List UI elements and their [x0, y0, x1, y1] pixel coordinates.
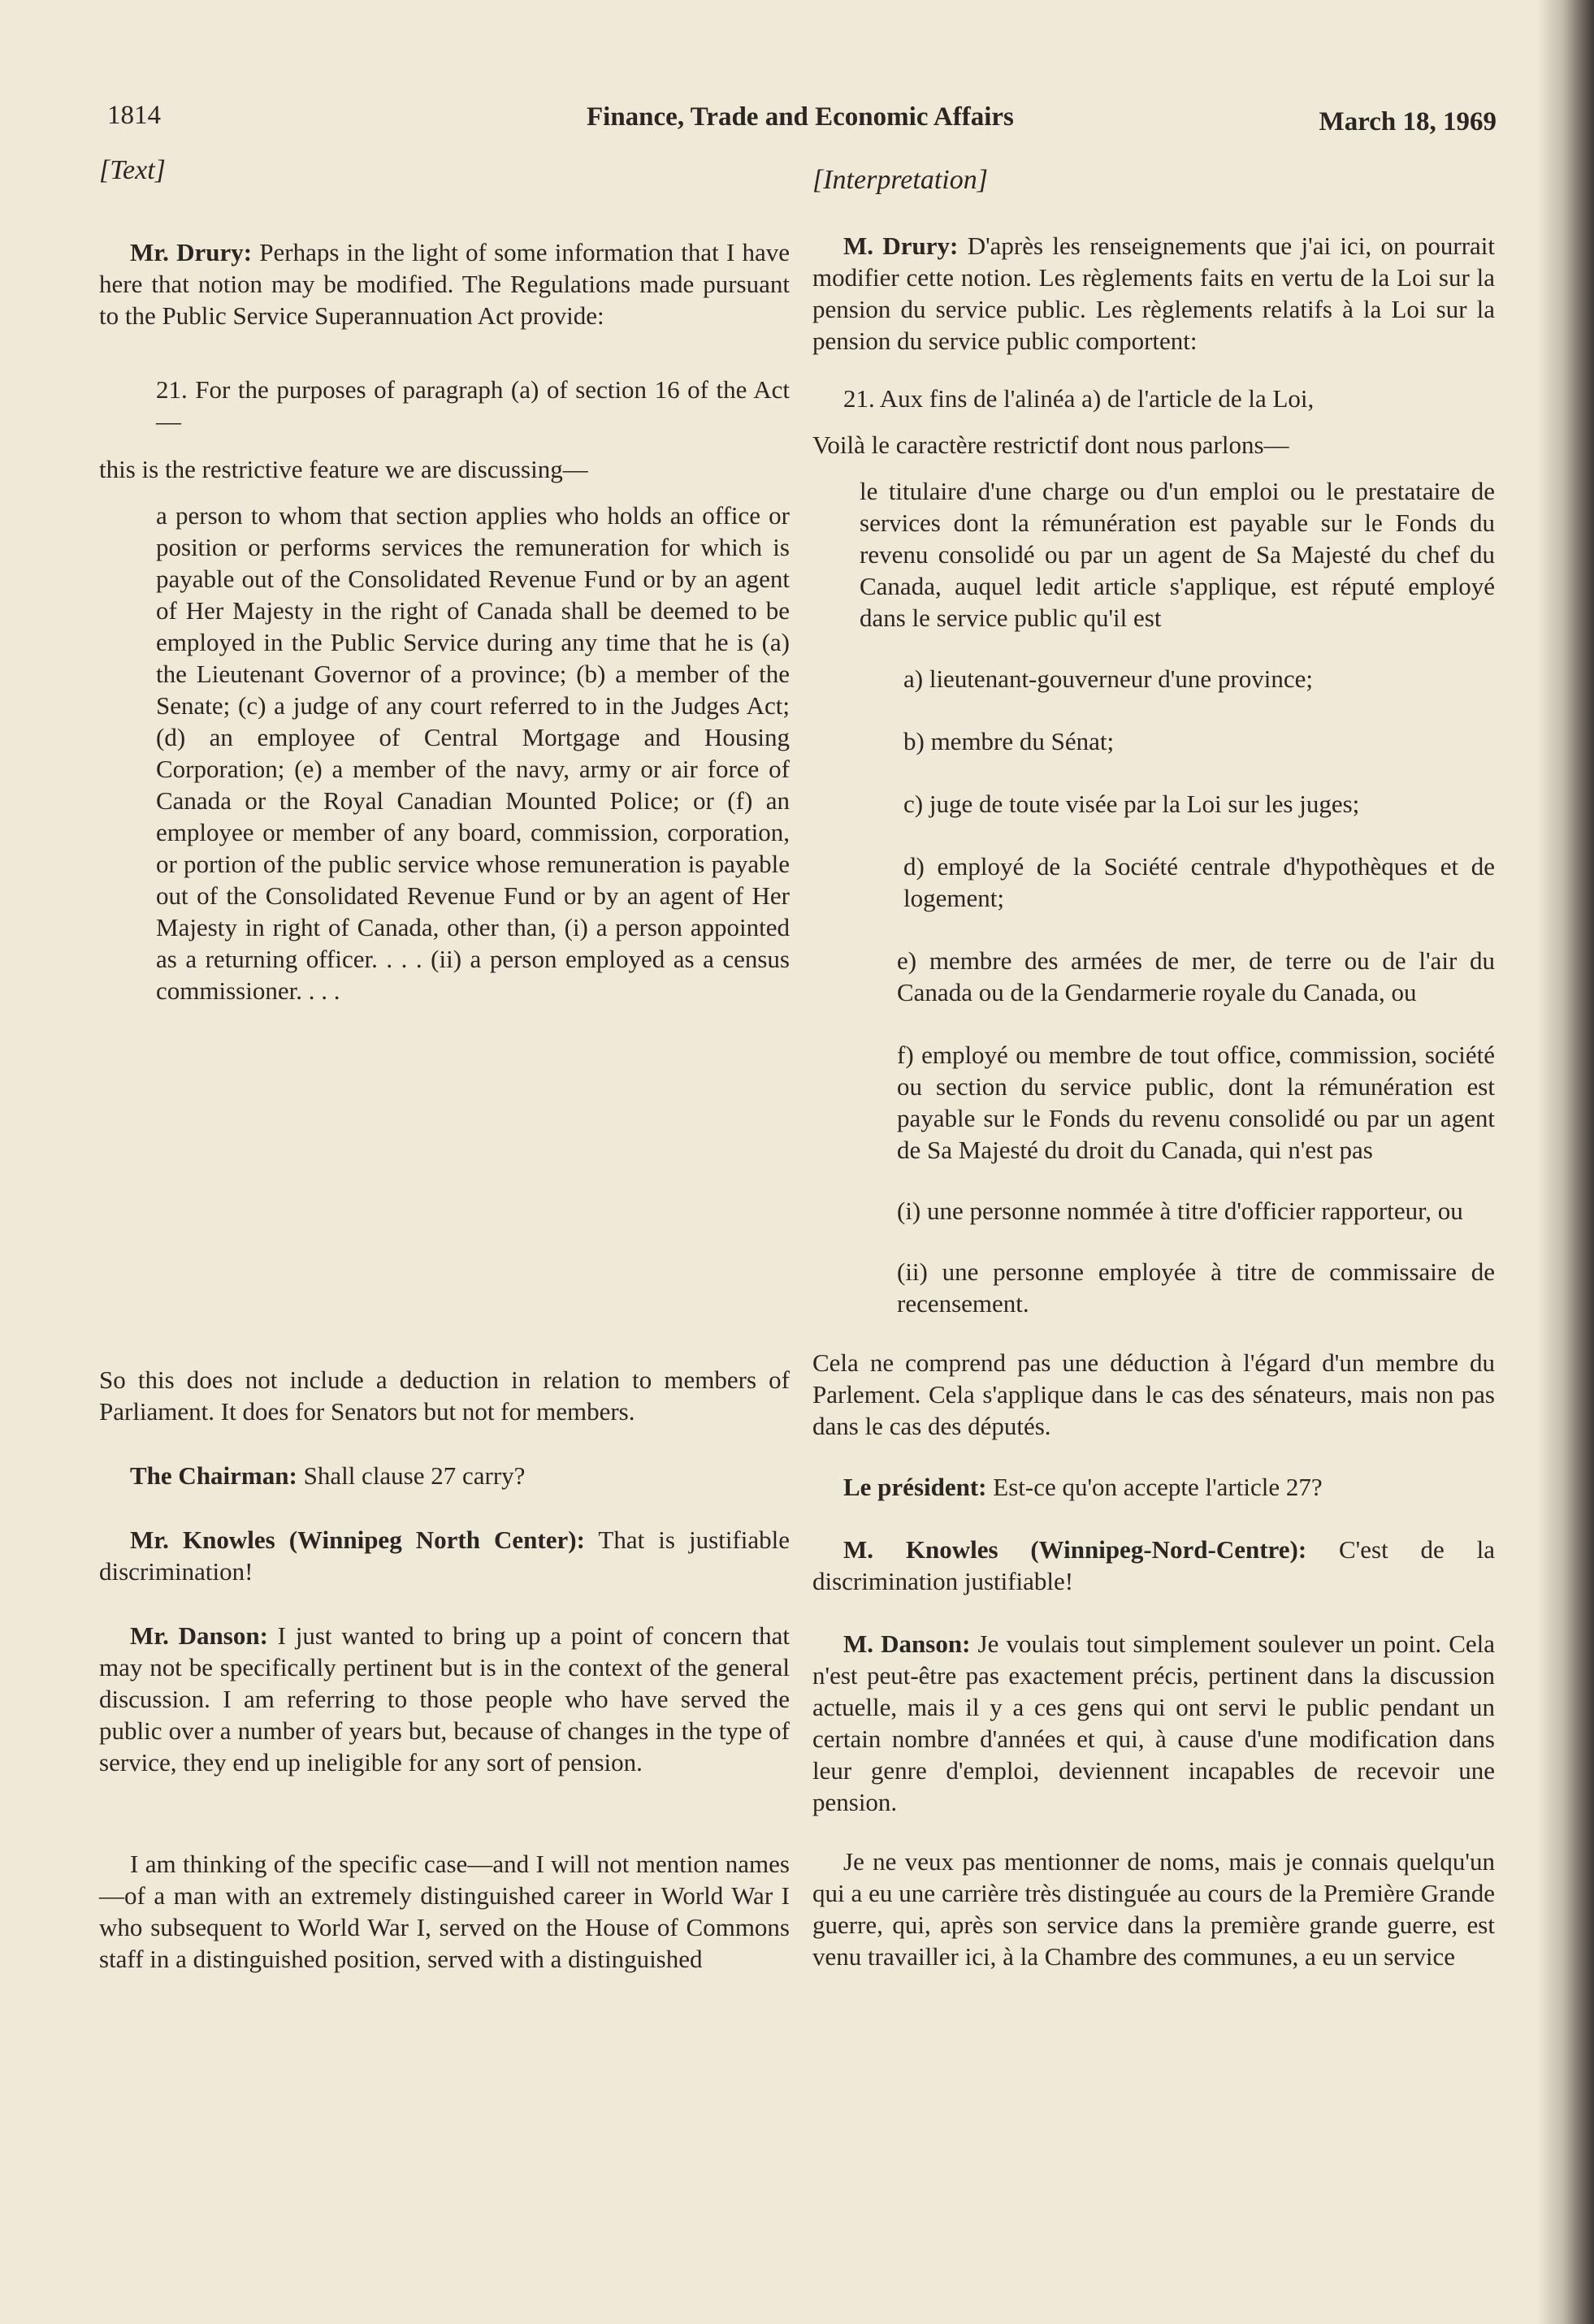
header-date: March 18, 1969 [1319, 107, 1497, 136]
regulation-quote: a person to whom that section applies who holds an office or position or performs services the remuneration for which is payable out of the Consolidated Revenue Fund or by an agent of Her Majesty in the right of Canada shall be deemed to be employed in the Public Service during any time that he is (a) the Lieutenant Governor of a province; (b) a member of the Senate; (c) a judge of any court referred to in the Judges Act; (d) an employee of Central Mortgage and Housing Corporation; (e) a member of the navy, army or air force of Canada or the Royal Canadian Mounted Police; or (f) an employee or member of any board, commission, corporation, or portion of the public service whose remuneration is payable out of the Consolidated Revenue Fund or by an agent of Her Majesty in right of Canada, other than, (i) a person appointed as a returning officer. . . . (ii) a person employed as a census commissioner. . . . [156, 501, 790, 1005]
chairman-paragraph [99, 1460, 790, 1491]
president-paragraph [812, 1471, 1495, 1503]
speaker-name: Mr. Knowles (Winnipeg North Center): [130, 1526, 585, 1554]
knowles-paragraph [99, 1524, 790, 1587]
paragraph-text: D'après les renseignements que j'ai ici, on pourrait modifier cette notion. Les règlements faits en vertu de la Loi sur la pension du service public. Les règlements relatifs à la Loi sur la pension du service public comportent: [812, 232, 1496, 355]
regulation-heading-fr: 21. Aux fins de l'alinéa a) de l'article de la Loi, [843, 384, 1315, 413]
danson-paragraph-fr [812, 1628, 1495, 1818]
item-e: e) membre des armées de mer, de terre ou de l'air du Canada ou de la Gendarmerie royale du Canada, ou [897, 946, 1495, 1006]
item-ii: (ii) une personne employée à titre de commissaire de recensement. [897, 1257, 1495, 1318]
restrictive-note-fr: Voilà le caractère restrictif dont nous parlons— [812, 431, 1289, 459]
running-title: Finance, Trade and Economic Affairs [587, 102, 1014, 132]
specific-case-paragraph-fr: Je ne veux pas mentionner de noms, mais je connais quelqu'un qui a eu une carrière très distinguée au cours de la Première Grande guerre, qui, après son service dans la première grande guerre, est venu travailler ici, à la Chambre des communes, a eu un service [812, 1847, 1495, 1971]
knowles-paragraph-fr [812, 1534, 1495, 1597]
danson-paragraph [99, 1620, 790, 1778]
deduction-paragraph-fr: Cela ne comprend pas une déduction à l'égard d'un membre du Parlement. Cela s'applique dans le cas des sénateurs, mais non pas dans le cas des députés. [812, 1348, 1495, 1440]
regulation-quote-fr: le titulaire d'une charge ou d'un emploi ou le prestataire de services dont la rémunération est payable sur le Fonds du revenu consolidé ou par un agent de Sa Majesté du chef du Canada, auquel ledit article s'applique, est réputé employé dans le service public qu'il est [860, 477, 1495, 632]
paragraph-text: Je voulais tout simplement soulever un point. Cela n'est peut-être pas exactement précis, pertinent dans la discussion actuelle, mais il y a ces gens qui ont servi le public pendant un certain nombre d'années et qui, à cause d'une modification dans leur genre d'emploi, deviennent incapables de recevoir une pension. [812, 1629, 1496, 1816]
drury-paragraph [99, 236, 790, 331]
paragraph-text: Est-ce qu'on accepte l'article 27? [993, 1473, 1323, 1501]
item-f: f) employé ou membre de tout office, commission, société ou section du service public, dont la rémunération est payable sur le Fonds du revenu consolidé ou par un agent de Sa Majesté du droit du Canada, qui n'est pas [897, 1041, 1495, 1164]
speaker-name: M. Danson: [843, 1629, 971, 1658]
french-column [812, 154, 1495, 1972]
regulation-heading: 21. For the purposes of paragraph (a) of section 16 of the Act— [156, 375, 790, 435]
item-d: d) employé de la Société centrale d'hypothèques et de logement; [903, 852, 1495, 912]
speaker-name: The Chairman: [130, 1461, 297, 1490]
restrictive-note: this is the restrictive feature we are discussing— [99, 455, 588, 483]
page-number: 1814 [107, 101, 161, 130]
paragraph-text: C'est de la discrimination justifiable! [812, 1535, 1495, 1595]
paragraph-text: I just wanted to bring up a point of concern that may not be specifically pertinent but is in the context of the general discussion. I am referring to those people who have served the public over a number of years but, because of changes in the type of service, they end up ineligible for any sort of pension. [99, 1621, 791, 1777]
item-i: (i) une personne nommée à titre d'officier rapporteur, ou [897, 1197, 1463, 1225]
page-header [107, 96, 1497, 145]
drury-paragraph-fr [812, 230, 1495, 357]
text-tag: [Text] [99, 155, 166, 185]
page-edge-shadow [1537, 0, 1594, 2324]
paragraph-text: Perhaps in the light of some information that I have here that notion may be modified. The Regulations made pursuant to the Public Service Superannuation Act provide: [99, 238, 790, 330]
item-c: c) juge de toute visée par la Loi sur les juges; [903, 790, 1360, 818]
item-a: a) lieutenant-gouverneur d'une province; [903, 664, 1313, 693]
specific-case-paragraph: I am thinking of the specific case—and I will not mention names—of a man with an extremely distinguished career in World War I who subsequent to World War I, served on the House of Commons staff in a distinguished position, served with a distinguished [99, 1850, 790, 1973]
deduction-paragraph: So this does not include a deduction in relation to members of Parliament. It does for Senators but not for members. [99, 1365, 790, 1426]
speaker-name: Mr. Danson: [130, 1621, 268, 1650]
paragraph-text: Shall clause 27 carry? [303, 1461, 526, 1490]
speaker-name: Mr. Drury: [130, 238, 253, 266]
item-b: b) membre du Sénat; [903, 727, 1115, 755]
speaker-name: Le président: [843, 1473, 987, 1501]
interpretation-tag: [Interpretation] [812, 165, 988, 195]
speaker-name: M. Drury: [843, 232, 959, 260]
speaker-name: M. Knowles (Winnipeg-Nord-Centre): [843, 1535, 1307, 1564]
english-column [99, 154, 790, 1975]
paragraph-text: That is justifiable discrimination! [99, 1526, 790, 1586]
